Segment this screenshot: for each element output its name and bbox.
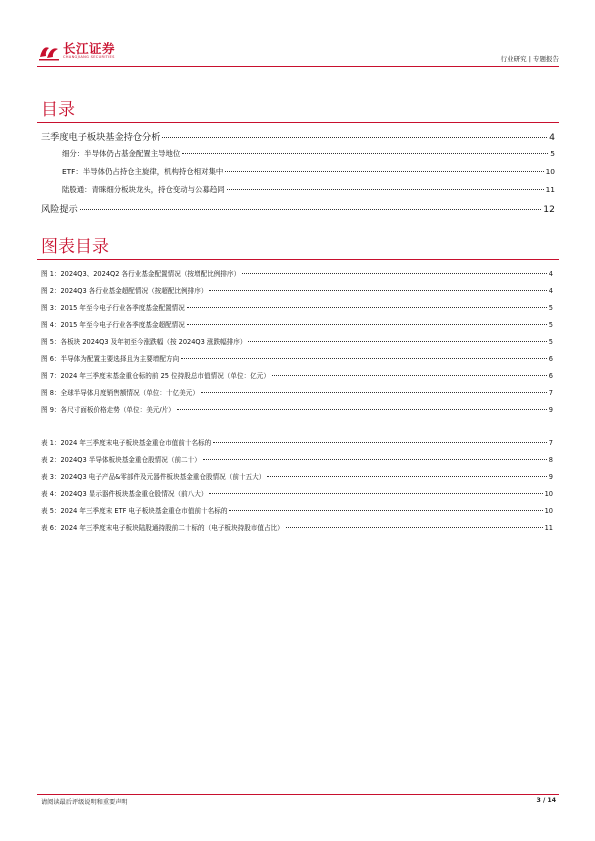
figure-entry[interactable] bbox=[41, 285, 553, 295]
figure-entry-page: 7 bbox=[548, 389, 553, 397]
footer-disclaimer: 请阅读最后评级说明和重要声明 bbox=[41, 799, 128, 806]
toc-entry-page: 12 bbox=[543, 204, 555, 215]
table-entry-page: 7 bbox=[548, 439, 553, 447]
dot-leader bbox=[229, 510, 542, 511]
table-entry-text: 表 1：2024 年三季度末电子板块基金重仓市值前十名标的 bbox=[41, 439, 212, 447]
report-category: 行业研究 | 专题报告 bbox=[500, 55, 559, 63]
figure-entry[interactable] bbox=[41, 319, 553, 329]
figure-entry[interactable] bbox=[41, 387, 553, 397]
figure-entry-text: 图 8：全球半导体月度销售额情况（单位：十亿美元） bbox=[41, 389, 199, 397]
table-entry-page: 10 bbox=[544, 490, 553, 498]
figure-entry-text: 图 9：各尺寸面板价格走势（单位：美元/片） bbox=[41, 406, 175, 414]
dot-leader bbox=[227, 189, 544, 190]
dot-leader bbox=[209, 290, 546, 291]
figure-entry-text: 图 4：2015 年至今电子行业各季度基金超配情况 bbox=[41, 321, 185, 329]
dot-leader bbox=[181, 358, 547, 359]
dot-leader bbox=[213, 442, 547, 443]
figure-entry-page: 5 bbox=[548, 304, 553, 312]
figures-title: 图表目录 bbox=[41, 237, 109, 257]
toc-entry-page: 4 bbox=[549, 132, 555, 143]
changjiang-logo-icon bbox=[37, 42, 61, 62]
table-entry-text: 表 2：2024Q3 半导体板块基金重仓股情况（前二十） bbox=[41, 456, 201, 464]
dot-leader bbox=[225, 171, 543, 172]
table-entry-page: 8 bbox=[548, 456, 553, 464]
dot-leader bbox=[80, 209, 542, 210]
table-entry[interactable] bbox=[41, 488, 553, 498]
page-header bbox=[37, 38, 559, 68]
toc-entry-text: 风险提示 bbox=[41, 204, 78, 215]
figure-entry-text: 图 1：2024Q3、2024Q2 各行业基金配置情况（按增配比例排序） bbox=[41, 270, 241, 278]
table-entry[interactable] bbox=[41, 454, 553, 464]
toc-entry-text: 陆股通：青睐细分板块龙头，持仓变动与公募趋同 bbox=[62, 185, 225, 194]
toc-entry-page: 11 bbox=[545, 185, 555, 194]
dot-leader bbox=[187, 324, 547, 325]
figure-entry[interactable] bbox=[41, 336, 553, 346]
figure-entry-page: 6 bbox=[548, 355, 553, 363]
header-divider bbox=[37, 66, 559, 67]
dot-leader bbox=[182, 153, 548, 154]
toc-title: 目录 bbox=[41, 100, 75, 120]
toc-entry-page: 5 bbox=[550, 149, 555, 158]
figure-entry-text: 图 6：半导体为配置主要选择且为主要增配方向 bbox=[41, 355, 180, 363]
figure-entry[interactable] bbox=[41, 302, 553, 312]
dot-leader bbox=[201, 392, 547, 393]
toc-entry[interactable] bbox=[41, 201, 555, 215]
figure-entry-page: 9 bbox=[548, 406, 553, 414]
toc-entry-text: 三季度电子板块基金持仓分析 bbox=[41, 132, 161, 143]
table-entry[interactable] bbox=[41, 437, 553, 447]
figure-entry-page: 4 bbox=[548, 287, 553, 295]
figure-entry-text: 图 7：2024 年三季度末基金重仓标的前 25 位持股总市值情况（单位：亿元） bbox=[41, 372, 270, 380]
toc-entry-text: ETF：半导体仍占持仓主旋律，机构持仓相对集中 bbox=[62, 167, 224, 176]
dot-leader bbox=[248, 341, 546, 342]
figure-entry-text: 图 2：2024Q3 各行业基金超配情况（按超配比例排序） bbox=[41, 287, 208, 295]
table-entry-text: 表 5：2024 年三季度末 ETF 电子板块基金重仓市值前十名标的 bbox=[41, 507, 228, 515]
logo-english-name: CHANGJIANG SECURITIES bbox=[63, 55, 115, 59]
dot-leader bbox=[286, 527, 543, 528]
table-entry-page: 10 bbox=[544, 507, 553, 515]
page-number: 3 / 14 bbox=[536, 797, 556, 804]
dot-leader bbox=[177, 409, 547, 410]
dot-leader bbox=[209, 493, 542, 494]
toc-entry[interactable] bbox=[62, 166, 555, 177]
toc-entry[interactable] bbox=[41, 129, 555, 143]
figure-entry-text: 图 5：各板块 2024Q3 及年初至今涨跌幅（按 2024Q3 涨跌幅排序） bbox=[41, 338, 247, 346]
figure-entry-page: 6 bbox=[548, 372, 553, 380]
dot-leader bbox=[187, 307, 547, 308]
table-entry[interactable] bbox=[41, 471, 553, 481]
toc-entry[interactable] bbox=[62, 184, 555, 195]
figure-entry-page: 4 bbox=[548, 270, 553, 278]
dot-leader bbox=[162, 137, 547, 138]
dot-leader bbox=[203, 459, 547, 460]
toc-title-divider bbox=[37, 122, 559, 123]
toc-entry-text: 细分：半导体仍占基金配置主导地位 bbox=[62, 149, 181, 158]
figure-entry[interactable] bbox=[41, 404, 553, 414]
figure-entry[interactable] bbox=[41, 370, 553, 380]
toc-entry[interactable] bbox=[62, 148, 555, 159]
logo-chinese-name: 长江证券 bbox=[63, 41, 116, 56]
table-entry-text: 表 4：2024Q3 显示器件板块基金重仓股情况（前八大） bbox=[41, 490, 208, 498]
figure-entry[interactable] bbox=[41, 353, 553, 363]
table-entry[interactable] bbox=[41, 522, 553, 532]
table-entry[interactable] bbox=[41, 505, 553, 515]
dot-leader bbox=[272, 375, 547, 376]
figure-entry-page: 5 bbox=[548, 338, 553, 346]
figure-entry-page: 5 bbox=[548, 321, 553, 329]
toc-entry-page: 10 bbox=[545, 167, 555, 176]
footer-divider bbox=[37, 794, 559, 795]
figure-entry[interactable] bbox=[41, 268, 553, 278]
dot-leader bbox=[242, 273, 547, 274]
table-entry-page: 9 bbox=[548, 473, 553, 481]
figure-entry-text: 图 3：2015 年至今电子行业各季度基金配置情况 bbox=[41, 304, 185, 312]
dot-leader bbox=[267, 476, 546, 477]
company-logo bbox=[37, 42, 115, 62]
table-entry-text: 表 6：2024 年三季度末电子板块陆股通持股前二十标的（电子板块持股市值占比） bbox=[41, 524, 284, 532]
figures-title-divider bbox=[37, 259, 559, 260]
table-entry-page: 11 bbox=[544, 524, 553, 532]
table-entry-text: 表 3：2024Q3 电子产品&零部件及元器件板块基金重仓股情况（前十五大） bbox=[41, 473, 266, 481]
